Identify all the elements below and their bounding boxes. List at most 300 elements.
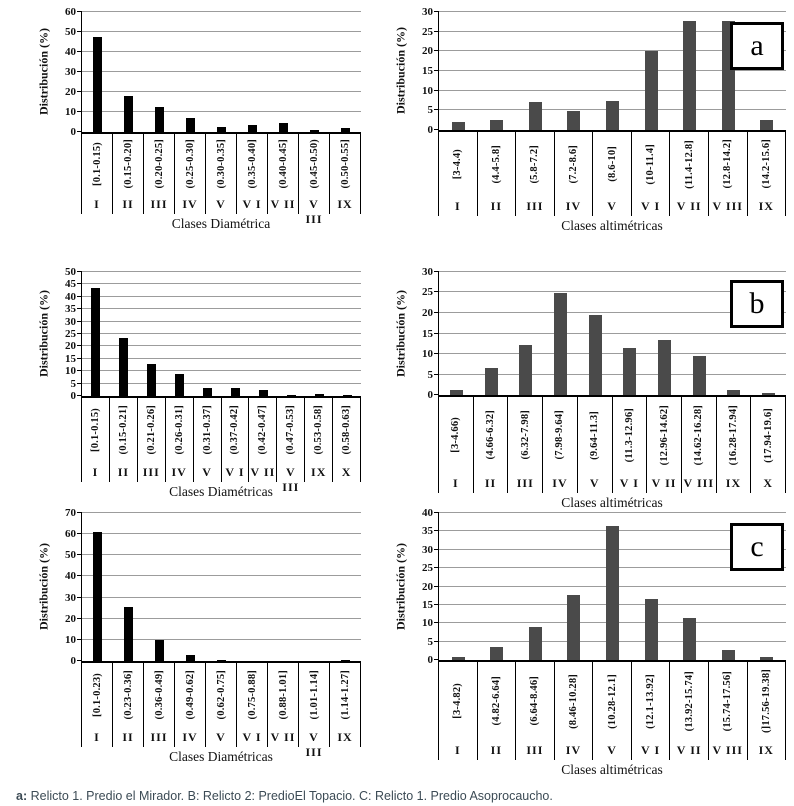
interval-label: (5.8-7.2]	[529, 144, 541, 184]
class-numeral-label: IX	[748, 740, 787, 760]
class-numeral-label: V II	[647, 473, 682, 493]
interval-label: (0.26-0.31]	[173, 405, 185, 455]
y-axis-tick-mark	[77, 575, 82, 576]
bar-class-VIII	[722, 650, 735, 660]
bar-class-II	[119, 338, 128, 396]
y-axis-tick-label: 25	[65, 328, 76, 340]
gridline	[82, 71, 361, 72]
interval-label: (10.28-12.1]	[606, 673, 618, 729]
y-axis-tick-label: 20	[65, 612, 76, 625]
y-axis-tick-mark	[434, 291, 439, 292]
chart-b-altimetric-classes	[392, 266, 786, 511]
category-numeral-labels	[438, 740, 786, 760]
y-axis-tick-label: 50	[65, 266, 76, 278]
interval-label: (7.2-8.6]	[567, 144, 579, 184]
class-numeral-label: X	[333, 462, 361, 482]
bar-class-VII	[259, 390, 268, 396]
interval-label-cell	[206, 663, 237, 727]
class-numeral-label: III	[138, 462, 166, 482]
interval-label: (4.66-6.32]	[485, 410, 497, 460]
interval-label: (6.64-8.46]	[529, 676, 541, 726]
interval-label: (0.31-0.37]	[201, 405, 213, 455]
y-axis-tick-mark	[77, 91, 82, 92]
y-axis-tick-mark	[77, 639, 82, 640]
bar-class-IV	[175, 374, 184, 396]
y-axis-tick-label: 35	[65, 303, 76, 316]
gridline	[82, 296, 361, 297]
y-axis-tick-mark	[434, 50, 439, 51]
bar-class-II	[124, 607, 133, 661]
y-axis-tick-label: 30	[65, 591, 76, 604]
interval-label-cell	[439, 662, 478, 740]
category-interval-labels	[81, 134, 361, 194]
y-axis-tick-mark	[434, 333, 439, 334]
interval-label-cell	[593, 132, 632, 196]
interval-label: (0.53-0.58]	[313, 405, 325, 455]
interval-label-cell	[299, 663, 330, 727]
y-axis-tick-label: 0	[70, 390, 76, 402]
y-axis-tick-label: 20	[422, 45, 433, 58]
category-interval-labels	[438, 662, 786, 740]
interval-label: (6.32-7.98]	[519, 410, 531, 460]
interval-label-cell	[555, 662, 594, 740]
y-axis-tick-mark	[77, 71, 82, 72]
plot-area	[65, 266, 361, 402]
class-numeral-label: II	[113, 727, 144, 747]
bar-class-II	[490, 647, 503, 660]
y-axis-tick-mark	[77, 51, 82, 52]
y-axis-tick-mark	[434, 659, 439, 660]
y-axis-tick-label: 70	[65, 507, 76, 519]
interval-label-cell	[249, 398, 277, 462]
interval-label: (0.58-0.63]	[341, 405, 353, 455]
category-numeral-labels	[438, 196, 786, 216]
interval-label: (12.96-14.62]	[658, 404, 670, 466]
bar-class-IX	[760, 120, 773, 130]
x-axis-title: Clases Diamétricas	[169, 484, 273, 499]
class-numeral-label: III	[516, 196, 555, 216]
interval-label: (0.88-1.01]	[277, 670, 289, 720]
y-axis-tick-label: 0	[70, 655, 76, 667]
category-interval-labels	[81, 398, 361, 462]
gridline	[82, 11, 361, 12]
interval-label-cell	[144, 663, 175, 727]
interval-label-cell	[237, 134, 268, 194]
interval-label-cell	[330, 663, 361, 727]
gridline	[82, 554, 361, 555]
y-axis-tick-mark	[434, 567, 439, 568]
y-axis-tick-label: 15	[422, 327, 433, 340]
interval-label-cell	[268, 134, 299, 194]
category-numeral-labels	[438, 473, 786, 493]
interval-label: (0.37-0.42]	[229, 405, 241, 455]
bar-class-X	[762, 393, 775, 395]
y-axis-tick-label: 40	[65, 570, 76, 583]
category-interval-labels	[438, 132, 786, 196]
interval-label: (0.40-0.45]	[277, 139, 289, 189]
class-numeral-label: V I	[237, 727, 268, 747]
y-axis-tick-label: 45	[65, 278, 76, 291]
interval-label: [0.1-0.15)	[89, 408, 101, 452]
interval-label-cell	[333, 398, 361, 462]
class-numeral-label: IV	[555, 740, 594, 760]
interval-label-cell	[647, 397, 682, 473]
bar-class-V	[203, 388, 212, 396]
y-axis-tick-mark	[434, 353, 439, 354]
class-numeral-label: X	[751, 473, 786, 493]
class-numeral-label: V II	[670, 196, 709, 216]
caption-bold-prefix: a:	[16, 788, 28, 803]
y-axis-tick-label: 5	[70, 377, 76, 390]
interval-label: (0.20-0.25]	[153, 139, 165, 189]
bar-class-VI	[645, 51, 658, 130]
interval-label-cell	[175, 134, 206, 194]
interval-label-cell	[268, 663, 299, 727]
y-axis-tick-mark	[434, 394, 439, 395]
interval-label: (8.6-10]	[606, 146, 618, 182]
gridline	[82, 333, 361, 334]
bar-class-IV	[186, 118, 195, 132]
bar-class-V	[217, 660, 226, 661]
y-axis-tick-label: 20	[422, 306, 433, 319]
interval-label: (1.14-1.27]	[339, 670, 351, 720]
interval-label-cell	[305, 398, 333, 462]
interval-label-cell	[82, 663, 113, 727]
bar-class-II	[490, 120, 503, 130]
class-numeral-label: I	[82, 194, 113, 214]
y-axis-tick-mark	[77, 370, 82, 371]
bar-class-IV	[567, 595, 580, 660]
interval-label: (7.98-9.64]	[554, 410, 566, 460]
class-numeral-label: IV	[543, 473, 578, 493]
y-axis-tick-mark	[77, 31, 82, 32]
y-axis-tick-label: 5	[427, 635, 433, 648]
plot-area	[65, 507, 361, 667]
class-numeral-label: IX	[305, 462, 333, 482]
class-numeral-label: IV	[166, 462, 194, 482]
interval-label: (1.01-1.14]	[308, 670, 320, 720]
class-numeral-label: IV	[175, 727, 206, 747]
y-axis-tick-mark	[77, 597, 82, 598]
chart-c-altimetric-classes	[392, 507, 786, 778]
interval-label-cell	[593, 662, 632, 740]
y-axis-title: Distribución (%)	[36, 28, 51, 116]
bar-class-I	[93, 532, 102, 661]
y-axis-tick-mark	[434, 374, 439, 375]
class-numeral-label: V	[593, 740, 632, 760]
y-axis-title: Distribución (%)	[393, 27, 408, 115]
bar-class-IX	[727, 390, 740, 395]
y-axis-tick-label: 60	[65, 528, 76, 541]
y-axis-tick-mark	[434, 512, 439, 513]
y-axis-title: Distribución (%)	[393, 290, 408, 377]
bar-class-I	[91, 288, 100, 396]
y-axis-tick-mark	[77, 296, 82, 297]
gridline	[82, 283, 361, 284]
class-numeral-label: V	[194, 462, 222, 482]
y-axis-tick-label: 30	[422, 543, 433, 556]
interval-label: (12.1-13.92]	[645, 673, 657, 729]
class-numeral-label: V II	[249, 462, 277, 482]
class-numeral-label: IX	[717, 473, 752, 493]
interval-label: (14.2-15.6]	[760, 139, 772, 189]
y-axis-tick-label: 50	[65, 25, 76, 38]
y-axis-tick-mark	[77, 11, 82, 12]
y-axis-tick-mark	[434, 622, 439, 623]
bar-class-I	[93, 37, 102, 132]
figure-caption	[16, 789, 786, 803]
interval-label-cell	[516, 662, 555, 740]
interval-label-cell	[237, 663, 268, 727]
gridline	[439, 11, 786, 12]
y-axis-tick-label: 15	[65, 352, 76, 365]
interval-label-cell	[478, 662, 517, 740]
y-axis-tick-label: 10	[65, 365, 76, 378]
interval-label-cell	[478, 132, 517, 196]
interval-label-cell	[82, 134, 113, 194]
y-axis-title: Distribución (%)	[36, 543, 51, 631]
interval-label: (14.62-16.28]	[693, 404, 705, 466]
interval-label: (0.47-0.53]	[285, 405, 297, 455]
class-numeral-label: V III	[709, 196, 748, 216]
class-numeral-label: V	[206, 727, 237, 747]
y-axis-tick-label: 40	[65, 290, 76, 303]
class-numeral-label: V III	[277, 462, 305, 482]
y-axis-tick-mark	[77, 358, 82, 359]
interval-label: (0.49-0.62]	[184, 670, 196, 720]
y-axis-tick-mark	[77, 131, 82, 132]
class-numeral-label: II	[478, 196, 517, 216]
class-numeral-label: V II	[670, 740, 709, 760]
class-numeral-label: I	[82, 727, 113, 747]
y-axis-tick-label: 50	[65, 549, 76, 562]
bar-class-X	[343, 395, 352, 396]
interval-label: (0.30-0.35]	[215, 139, 227, 189]
class-numeral-label: V I	[237, 194, 268, 214]
interval-label-cell	[751, 397, 786, 473]
interval-label-cell	[670, 662, 709, 740]
interval-label-cell	[613, 397, 648, 473]
chart-a-diametric-classes	[35, 6, 361, 232]
y-axis-tick-label: 35	[422, 525, 433, 538]
class-numeral-label: V I	[632, 740, 671, 760]
y-axis-tick-label: 30	[422, 266, 433, 278]
gridline	[82, 31, 361, 32]
y-axis-tick-label: 10	[65, 106, 76, 118]
interval-label: (11.4-12.8]	[683, 139, 695, 189]
y-axis-tick-label: 0	[427, 124, 433, 136]
bar-class-III	[147, 364, 156, 396]
bar-class-IX	[341, 128, 350, 132]
y-axis-tick-mark	[77, 383, 82, 384]
class-numeral-label: V I	[632, 196, 671, 216]
interval-label-cell	[138, 398, 166, 462]
bar-class-III	[519, 345, 532, 395]
y-axis-tick-mark	[77, 345, 82, 346]
interval-label: (0.23-0.36]	[122, 670, 134, 720]
x-axis-title: Clases altimétricas	[561, 218, 663, 233]
bar-class-III	[155, 107, 164, 132]
interval-label-cell	[748, 132, 787, 196]
interval-label-cell	[709, 132, 748, 196]
bar-class-III	[155, 640, 164, 661]
y-axis-tick-mark	[434, 70, 439, 71]
interval-label-cell	[516, 132, 555, 196]
class-numeral-label: II	[474, 473, 509, 493]
x-axis-title: Clases Diamétrica	[171, 216, 271, 231]
bar-class-VII	[683, 618, 696, 660]
class-numeral-label: I	[439, 473, 474, 493]
interval-label: (4.4-5.8]	[490, 144, 502, 184]
interval-label-cell	[508, 397, 543, 473]
class-numeral-label: V	[206, 194, 237, 214]
interval-label: (4.82-6.64]	[490, 676, 502, 726]
panel-letter-a: a	[730, 22, 784, 70]
y-axis-tick-mark	[77, 660, 82, 661]
y-axis-tick-label: 40	[422, 507, 433, 519]
caption-text: Relicto 1. Predio el Mirador. B: Relicto 2: PredioEl Topacio. C: Relicto 1. Predio Asoprocaucho.	[27, 788, 553, 803]
interval-label: (0.62-0.75]	[215, 670, 227, 720]
y-axis-tick-mark	[77, 618, 82, 619]
interval-label-cell	[682, 397, 717, 473]
y-axis-tick-mark	[77, 554, 82, 555]
class-numeral-label: V	[578, 473, 613, 493]
bar-class-IX	[341, 660, 350, 661]
class-numeral-label: V	[593, 196, 632, 216]
bar-class-VI	[231, 388, 240, 396]
bar-class-II	[124, 96, 133, 132]
y-axis-tick-mark	[77, 271, 82, 272]
interval-label-cell	[474, 397, 509, 473]
gridline	[439, 333, 786, 334]
interval-label: (0.42-0.47]	[257, 405, 269, 455]
class-numeral-label: III	[144, 194, 175, 214]
y-axis-tick-mark	[434, 271, 439, 272]
y-axis-tick-mark	[434, 641, 439, 642]
interval-label-cell	[439, 132, 478, 196]
x-axis-title: Clases altimétricas	[561, 495, 663, 510]
y-axis-title: Distribución (%)	[36, 290, 51, 378]
y-axis-tick-label: 10	[422, 347, 433, 360]
y-axis-tick-label: 5	[427, 104, 433, 117]
y-axis-tick-mark	[434, 109, 439, 110]
y-axis-tick-mark	[77, 321, 82, 322]
bar-class-I	[452, 122, 465, 130]
x-axis-title: Clases altimétricas	[561, 762, 663, 777]
bar-class-V	[606, 101, 619, 130]
class-numeral-label: IX	[330, 194, 361, 214]
interval-label-cell	[175, 663, 206, 727]
interval-label: (10-11.4]	[645, 143, 657, 185]
y-axis-tick-label: 20	[65, 340, 76, 353]
y-axis-tick-label: 30	[65, 66, 76, 78]
interval-label-cell	[144, 134, 175, 194]
gridline	[82, 271, 361, 272]
y-axis-tick-label: 10	[65, 633, 76, 646]
gridline	[82, 512, 361, 513]
bar-class-II	[485, 368, 498, 395]
y-axis-tick-label: 25	[422, 562, 433, 575]
interval-label: (0.36-0.49]	[153, 670, 165, 720]
y-axis-tick-mark	[77, 512, 82, 513]
interval-label-cell	[439, 397, 474, 473]
interval-label: (0.21-0.26]	[145, 405, 157, 455]
y-axis-tick-mark	[434, 31, 439, 32]
y-axis-tick-label: 10	[422, 84, 433, 97]
interval-label: (0.15-0.20]	[122, 139, 134, 189]
y-axis-tick-mark	[434, 586, 439, 587]
category-interval-labels	[438, 397, 786, 473]
chart-a-altimetric-classes	[392, 6, 786, 234]
interval-label: (12.8-14.2]	[722, 139, 734, 189]
gridline	[82, 533, 361, 534]
bar-class-I	[452, 657, 465, 660]
class-numeral-label: III	[516, 740, 555, 760]
y-axis-tick-label: 40	[65, 45, 76, 58]
class-numeral-label: V I	[222, 462, 250, 482]
interval-label-cell	[82, 398, 110, 462]
class-numeral-label: V III	[299, 727, 330, 747]
class-numeral-label: V II	[268, 727, 299, 747]
interval-label-cell	[717, 397, 752, 473]
gridline	[82, 51, 361, 52]
bar-class-IV	[567, 111, 580, 130]
y-axis-tick-mark	[77, 283, 82, 284]
x-axis-title: Clases Diamétricas	[169, 749, 273, 764]
class-numeral-label: V III	[682, 473, 717, 493]
bar-class-V	[589, 315, 602, 395]
y-axis-tick-mark	[77, 111, 82, 112]
interval-label-cell	[748, 662, 787, 740]
y-axis-tick-label: 5	[427, 368, 433, 381]
class-numeral-label: IX	[330, 727, 361, 747]
class-numeral-label: V I	[613, 473, 648, 493]
bar-class-VIII	[287, 395, 296, 396]
y-axis-tick-mark	[434, 312, 439, 313]
gridline	[82, 597, 361, 598]
y-axis-tick-label: 15	[422, 65, 433, 77]
y-axis-tick-label: 30	[422, 6, 433, 18]
panel-letter-c: c	[730, 523, 784, 571]
interval-label-cell	[578, 397, 613, 473]
y-axis-tick-label: 20	[65, 85, 76, 98]
interval-label: (]17.56-19.38]	[760, 668, 772, 734]
bar-class-VII	[658, 340, 671, 395]
interval-label-cell	[277, 398, 305, 462]
class-numeral-label: I	[439, 196, 478, 216]
interval-label-cell	[543, 397, 578, 473]
bar-class-IX	[760, 657, 773, 660]
interval-label: [3-4.4)	[452, 148, 464, 180]
y-axis-tick-label: 60	[65, 6, 76, 18]
interval-label-cell	[194, 398, 222, 462]
interval-label-cell	[299, 134, 330, 194]
class-numeral-label: V III	[299, 194, 330, 214]
interval-label: (0.50-0.55]	[339, 139, 351, 189]
interval-label: [3-4.82)	[452, 683, 464, 719]
class-numeral-label: I	[439, 740, 478, 760]
class-numeral-label: IV	[175, 194, 206, 214]
y-axis-tick-mark	[434, 90, 439, 91]
bar-class-VII	[279, 123, 288, 132]
y-axis-tick-label: 0	[427, 389, 433, 401]
interval-label: (0.15-0.21]	[117, 405, 129, 455]
gridline	[439, 353, 786, 354]
y-axis-tick-label: 0	[427, 654, 433, 666]
y-axis-title: Distribución (%)	[393, 543, 408, 630]
chart-c-diametric-classes	[35, 507, 361, 765]
y-axis-tick-mark	[434, 129, 439, 130]
